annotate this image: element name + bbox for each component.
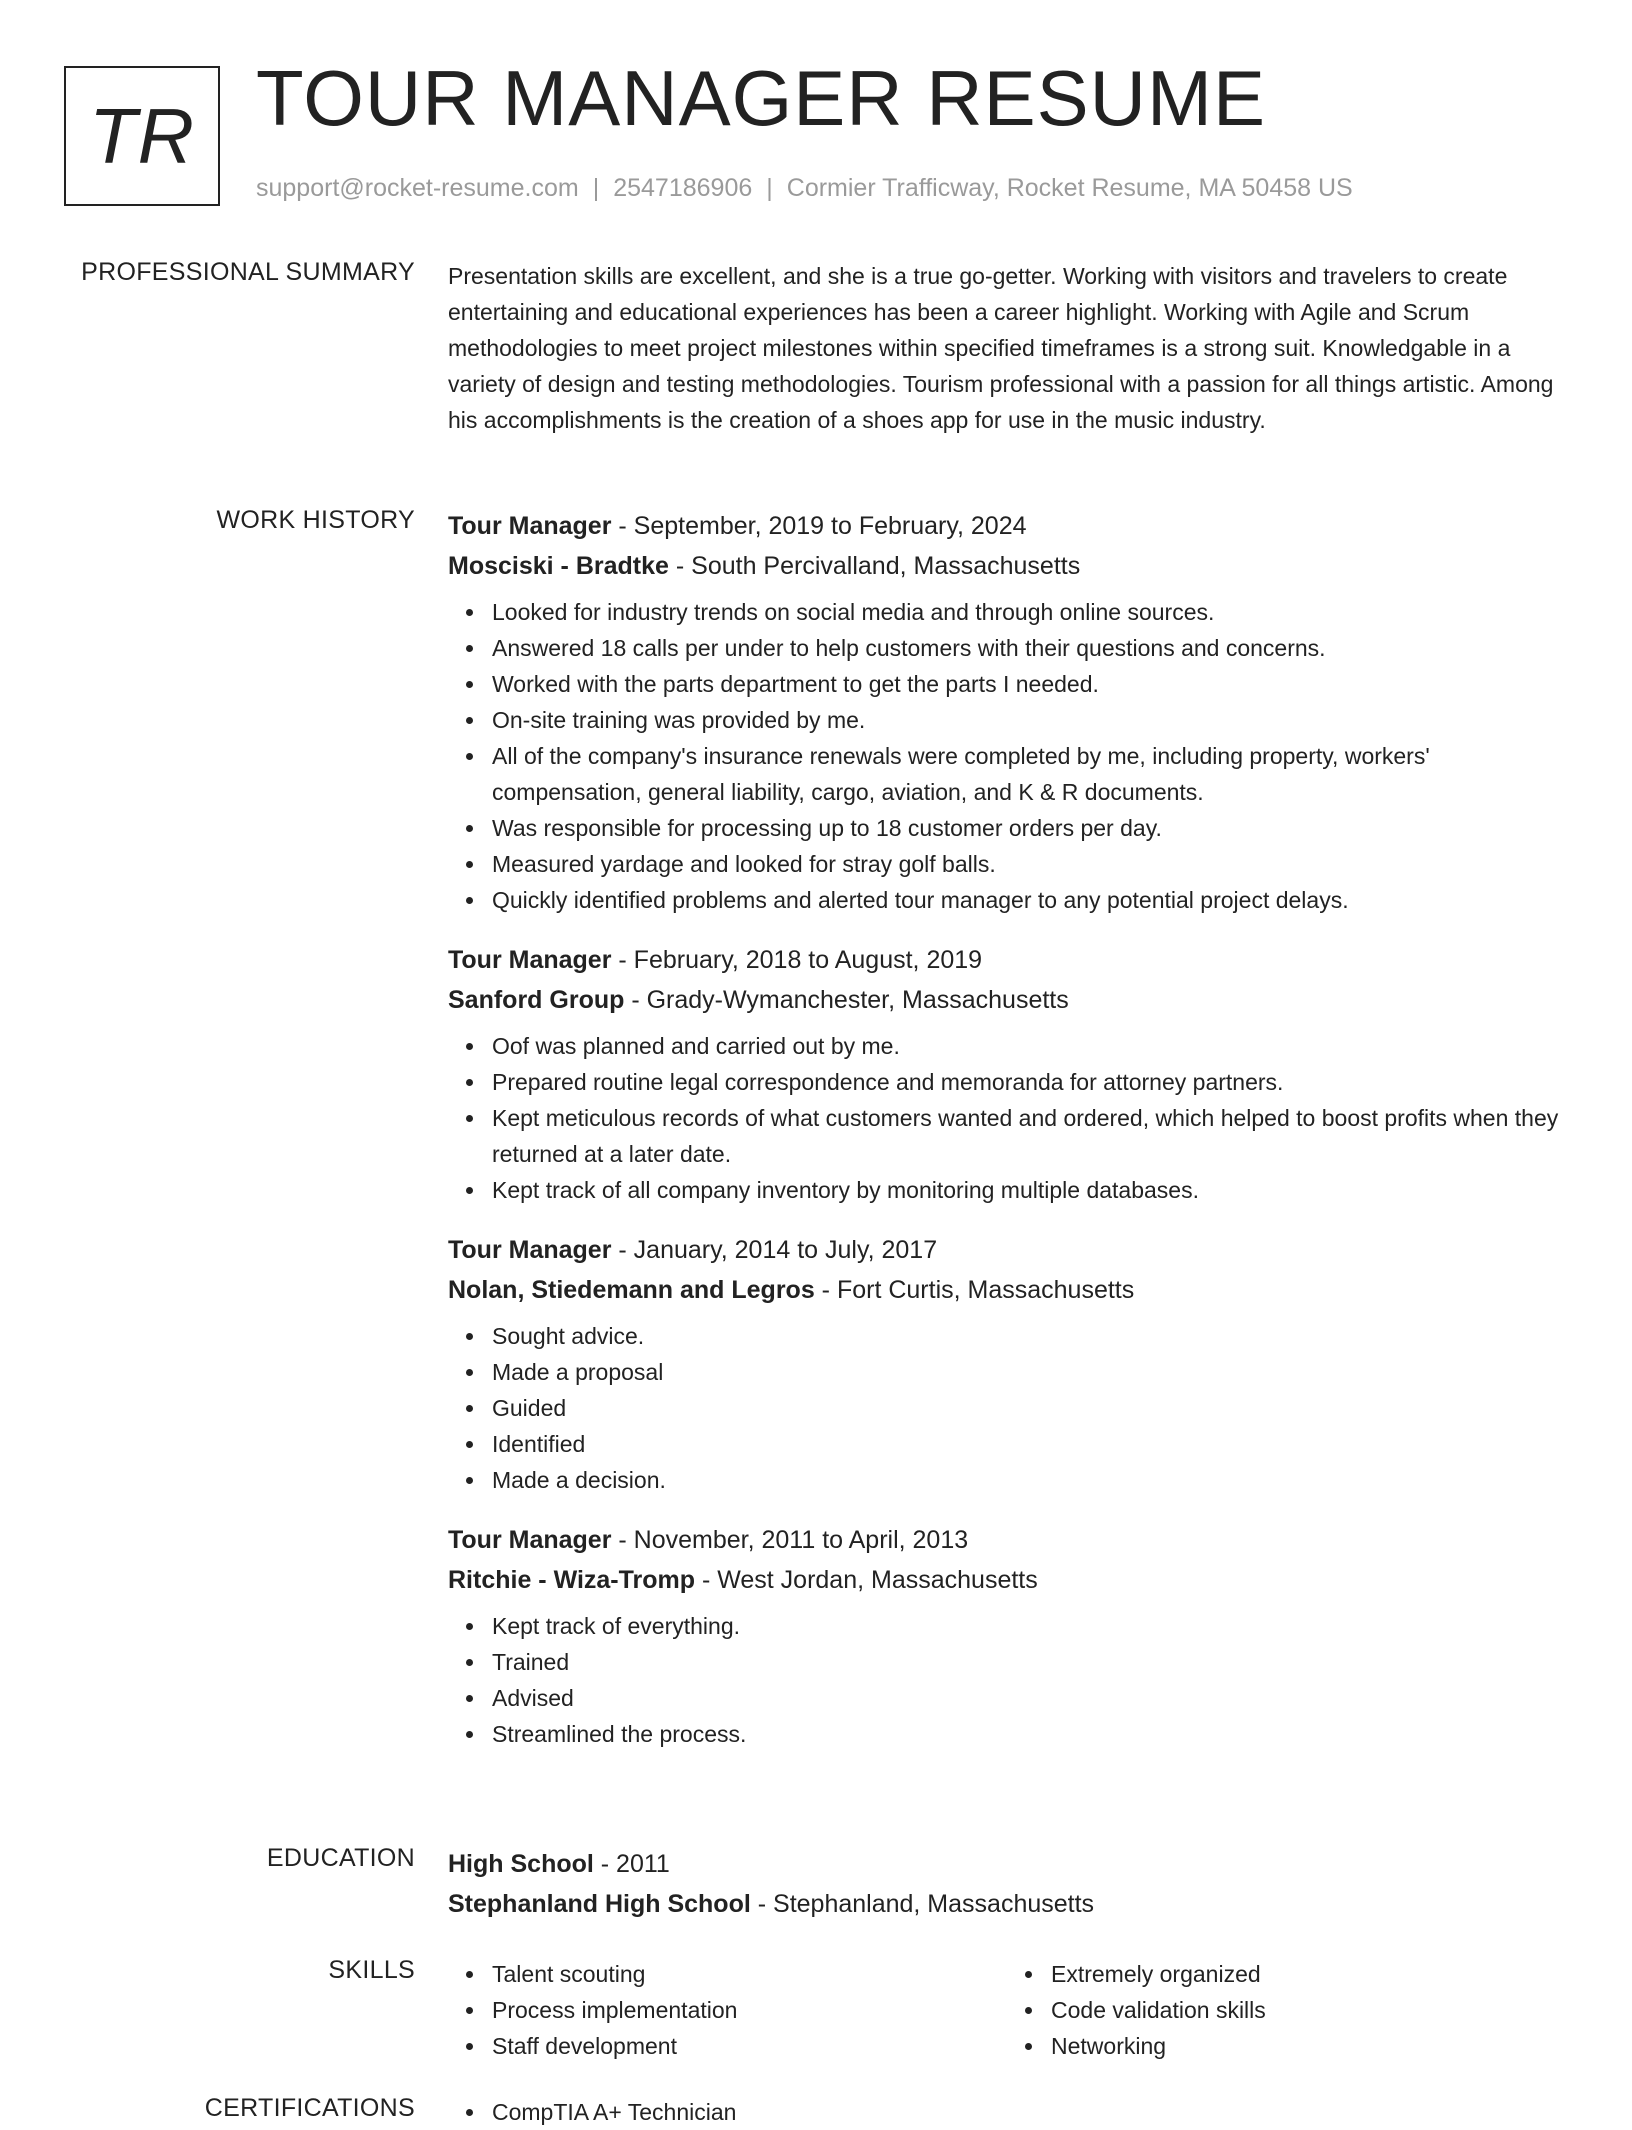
education-year: - 2011 bbox=[593, 1850, 670, 1878]
job-bullet: Was responsible for processing up to 18 customer orders per day. bbox=[492, 810, 1566, 846]
job-company: Nolan, Stiedemann and Legros bbox=[448, 1276, 815, 1304]
job-company-line bbox=[448, 1560, 1566, 1600]
skill-item: Process implementation bbox=[492, 1992, 1007, 2028]
job-bullet: Trained bbox=[492, 1644, 1566, 1680]
job-title-line bbox=[448, 1230, 1566, 1270]
job-dates: - January, 2014 to July, 2017 bbox=[611, 1236, 938, 1264]
skill-item: Extremely organized bbox=[1051, 1956, 1566, 1992]
skill-item: Networking bbox=[1051, 2028, 1566, 2064]
skill-item: Talent scouting bbox=[492, 1956, 1007, 1992]
job-dates: - November, 2011 to April, 2013 bbox=[611, 1526, 969, 1554]
summary-heading: PROFESSIONAL SUMMARY bbox=[81, 258, 415, 286]
contact-line bbox=[256, 174, 1353, 203]
job-role: Tour Manager bbox=[448, 946, 612, 974]
work-history-heading: WORK HISTORY bbox=[216, 506, 415, 534]
job-entry bbox=[448, 1520, 1566, 1752]
job-title-line bbox=[448, 1520, 1566, 1560]
job-location: - Fort Curtis, Massachusetts bbox=[814, 1276, 1135, 1304]
job-bullet: All of the company's insurance renewals were completed by me, including property, workers' compensation, general liability, cargo, aviation, and K & R documents. bbox=[492, 738, 1566, 810]
job-bullets bbox=[448, 1028, 1566, 1208]
skills-heading: SKILLS bbox=[328, 1956, 415, 1984]
job-company: Mosciski - Bradtke bbox=[448, 552, 669, 580]
summary-text: Presentation skills are excellent, and she is a true go-getter. Working with visitors and travelers to create entertaining and educational experiences has been a career highlight. Working with Agile and Scrum methodologies to meet project milestones within specified timeframes is a strong suit. Knowledgable in a variety of design and testing methodologies. Tourism professional with a passion for all things artistic. Among his accomplishments is the creation of a shoes app for use in the music industry. bbox=[448, 263, 1554, 433]
job-bullets bbox=[448, 1608, 1566, 1752]
job-company: Sanford Group bbox=[448, 986, 625, 1014]
contact-address: Cormier Trafficway, Rocket Resume, MA 50458 US bbox=[786, 174, 1353, 202]
job-bullet: Identified bbox=[492, 1426, 1566, 1462]
job-bullet: Made a decision. bbox=[492, 1462, 1566, 1498]
monogram: TR bbox=[64, 66, 220, 206]
job-bullet: Quickly identified problems and alerted tour manager to any potential project delays. bbox=[492, 882, 1566, 918]
job-dates: - September, 2019 to February, 2024 bbox=[611, 512, 1027, 540]
contact-email[interactable]: support@rocket-resume.com bbox=[256, 174, 579, 202]
job-bullet: Prepared routine legal correspondence and memoranda for attorney partners. bbox=[492, 1064, 1566, 1100]
certifications-heading: CERTIFICATIONS bbox=[204, 2094, 415, 2122]
job-entry bbox=[448, 1230, 1566, 1498]
education-school: Stephanland High School bbox=[448, 1890, 751, 1918]
job-location: - South Percivalland, Massachusetts bbox=[668, 552, 1081, 580]
certifications-list bbox=[448, 2094, 1566, 2130]
job-bullet: Answered 18 calls per under to help customers with their questions and concerns. bbox=[492, 630, 1566, 666]
skills-list-right bbox=[1007, 1956, 1566, 2064]
education-heading: EDUCATION bbox=[266, 1844, 415, 1872]
job-bullet: Advised bbox=[492, 1680, 1566, 1716]
resume-title: TOUR MANAGER RESUME bbox=[256, 54, 1266, 142]
job-company-line bbox=[448, 1270, 1566, 1310]
job-bullet: Kept track of everything. bbox=[492, 1608, 1566, 1644]
job-bullet: Kept meticulous records of what customers wanted and ordered, which helped to boost profits when they returned at a later date. bbox=[492, 1100, 1566, 1172]
job-bullet: Sought advice. bbox=[492, 1318, 1566, 1354]
job-bullet: Guided bbox=[492, 1390, 1566, 1426]
job-bullet: Streamlined the process. bbox=[492, 1716, 1566, 1752]
job-company-line bbox=[448, 980, 1566, 1020]
job-bullets bbox=[448, 594, 1566, 918]
job-role: Tour Manager bbox=[448, 1526, 612, 1554]
job-bullet: On-site training was provided by me. bbox=[492, 702, 1566, 738]
skill-item: Code validation skills bbox=[1051, 1992, 1566, 2028]
job-title-line bbox=[448, 940, 1566, 980]
contact-separator: | bbox=[592, 174, 600, 202]
education-degree-line bbox=[448, 1844, 1566, 1884]
job-company-line bbox=[448, 546, 1566, 586]
job-company: Ritchie - Wiza-Tromp bbox=[448, 1566, 696, 1594]
education-location: - Stephanland, Massachusetts bbox=[750, 1890, 1095, 1918]
job-dates: - February, 2018 to August, 2019 bbox=[611, 946, 983, 974]
job-bullet: Kept track of all company inventory by monitoring multiple databases. bbox=[492, 1172, 1566, 1208]
contact-separator: | bbox=[766, 174, 773, 202]
job-location: - West Jordan, Massachusetts bbox=[695, 1566, 1038, 1594]
skills-list-left bbox=[448, 1956, 1007, 2064]
contact-phone[interactable]: 2547186906 bbox=[613, 174, 753, 202]
job-role: Tour Manager bbox=[448, 1236, 612, 1264]
education-school-line bbox=[448, 1884, 1566, 1924]
skill-item: Staff development bbox=[492, 2028, 1007, 2064]
job-bullet: Oof was planned and carried out by me. bbox=[492, 1028, 1566, 1064]
job-entry bbox=[448, 506, 1566, 918]
job-location: - Grady-Wymanchester, Massachusetts bbox=[624, 986, 1069, 1014]
job-title-line bbox=[448, 506, 1566, 546]
job-bullet: Looked for industry trends on social media and through online sources. bbox=[492, 594, 1566, 630]
job-bullets bbox=[448, 1318, 1566, 1498]
job-bullet: Made a proposal bbox=[492, 1354, 1566, 1390]
job-entry bbox=[448, 940, 1566, 1208]
job-bullet: Measured yardage and looked for stray golf balls. bbox=[492, 846, 1566, 882]
job-role: Tour Manager bbox=[448, 512, 612, 540]
job-bullet: Worked with the parts department to get the parts I needed. bbox=[492, 666, 1566, 702]
certification-item: CompTIA A+ Technician bbox=[492, 2094, 1566, 2130]
education-degree: High School bbox=[448, 1850, 594, 1878]
